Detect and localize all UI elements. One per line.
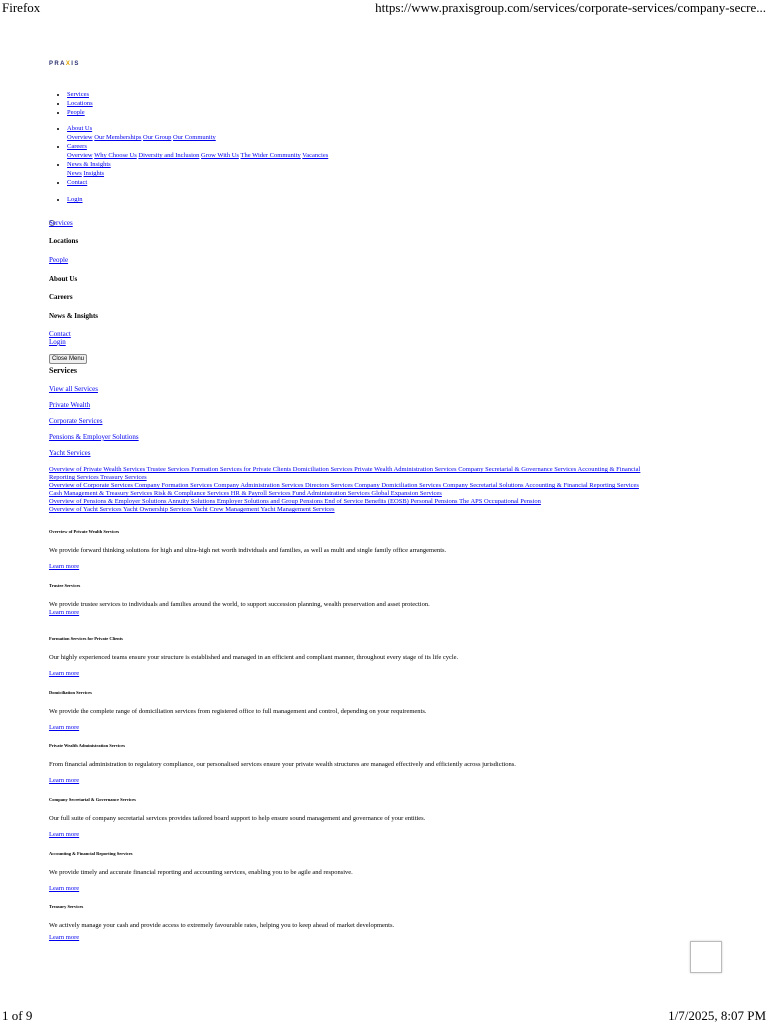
yacht-sublinks[interactable]: Overview of Yacht Services Yacht Ownership Services Yacht Crew Management Yacht Management Services — [49, 506, 335, 513]
service-card — [49, 583, 729, 637]
learn-more-link[interactable]: Learn more — [49, 608, 80, 616]
yacht-services-wrap — [49, 449, 90, 458]
browser-app-name: Firefox — [2, 0, 41, 15]
careers-community-link[interactable]: The Wider Community — [240, 152, 301, 159]
logo-text-3: IS — [71, 61, 80, 67]
news-link[interactable]: News — [67, 170, 82, 177]
service-card — [49, 690, 729, 744]
learn-more-link[interactable]: Learn more — [49, 777, 80, 785]
mobile-people-link-wrap — [49, 256, 68, 265]
learn-more-link[interactable]: Learn more — [49, 563, 80, 570]
services-link-block — [49, 466, 719, 514]
mobile-services-link-wrap — [49, 219, 73, 228]
card-title: Overview of Private Wealth Services — [49, 529, 120, 534]
learn-more-link[interactable]: Learn more — [49, 670, 80, 678]
pensions-sublinks[interactable]: Overview of Pensions & Employer Solutions Annuity Solutions Employer Solutions and Group Pensions End of Service Benefits (EOSB) Personal Pensions The APS Occupational Pension — [49, 498, 541, 505]
login-nav — [49, 195, 83, 204]
mobile-login-link[interactable]: Login — [49, 338, 66, 346]
primary-nav — [49, 90, 93, 117]
floating-widget[interactable] — [690, 941, 722, 973]
nav-login[interactable]: Login — [67, 196, 83, 203]
view-all-services-link[interactable]: View all Services — [49, 385, 98, 393]
private-wealth-link[interactable]: Private Wealth — [49, 401, 91, 409]
about-submenu — [49, 133, 328, 142]
careers-why-link[interactable]: Why Choose Us — [94, 152, 137, 159]
yacht-services-link[interactable]: Yacht Services — [49, 449, 91, 457]
careers-overview-link[interactable]: Overview — [67, 152, 93, 159]
card-description: From financial administration to regulatory compliance, our personalised services ensure your private wealth structures are managed effectively and efficiently across jurisdictions. — [49, 761, 516, 769]
card-title: Company Secretarial & Governance Services — [49, 796, 136, 802]
card-title: Treasury Services — [49, 904, 84, 910]
learn-more-link[interactable]: Learn more — [49, 723, 80, 731]
mobile-about-label[interactable]: About Us — [49, 275, 78, 283]
nav-careers[interactable]: Careers — [67, 143, 87, 150]
print-timestamp: 1/7/2025, 8:07 PM — [668, 1008, 766, 1023]
logo-text-2: X — [65, 61, 72, 67]
card-title: Domiciliation Services — [49, 689, 92, 695]
corporate-sublinks[interactable]: Overview of Corporate Services Company Formation Services Company Administration Services Directors Services Company Domiciliation Services Company Secretarial Solutions Accounting & Financial Reporting Services — [49, 482, 639, 489]
nav-news-insights[interactable]: News & Insights — [67, 161, 111, 168]
mobile-locations-label[interactable]: Locations — [49, 237, 79, 245]
nav-about-us[interactable]: About Us — [67, 125, 93, 132]
logo-text-1: PRA — [49, 61, 66, 67]
pensions-employer-link[interactable]: Pensions & Employer Solutions — [49, 433, 139, 441]
card-description: We provide the complete range of domiciliation services from registered office to full management and control, depending on your requirements. — [49, 707, 427, 715]
mobile-news-label[interactable]: News & Insights — [49, 312, 99, 320]
about-memberships-link[interactable]: Our Memberships — [94, 134, 142, 141]
mobile-contact-login — [49, 330, 71, 346]
nav-services[interactable]: Services — [67, 91, 90, 98]
close-menu-button[interactable]: Close Menu — [49, 354, 87, 364]
mobile-services-link[interactable]: Services — [49, 219, 73, 227]
card-title: Formation Services for Private Clients — [49, 636, 123, 642]
insights-link[interactable]: Insights — [83, 170, 105, 177]
nav-locations[interactable]: Locations — [67, 100, 93, 107]
learn-more-link[interactable]: Learn more — [49, 830, 80, 838]
learn-more-link[interactable]: Learn more — [49, 884, 80, 892]
pensions-wrap — [49, 433, 139, 442]
careers-diversity-link[interactable]: Diversity and Inclusion — [138, 152, 200, 159]
service-card — [49, 904, 729, 958]
card-description: Our highly experienced teams ensure your structure is established and managed in an efficient and compliant manner, throughout every stage of its life cycle. — [49, 654, 459, 662]
page-count: 1 of 9 — [2, 1008, 33, 1023]
corporate-services-link[interactable]: Corporate Services — [49, 417, 103, 425]
news-submenu — [49, 169, 328, 178]
about-overview-link[interactable]: Overview — [67, 134, 93, 141]
about-group-link[interactable]: Our Group — [143, 134, 172, 141]
service-card — [49, 636, 729, 690]
service-card — [49, 851, 729, 905]
mobile-people-link[interactable]: People — [49, 256, 69, 264]
secondary-nav — [49, 124, 328, 187]
service-card — [49, 743, 729, 797]
nav-contact[interactable]: Contact — [67, 179, 88, 186]
card-description: We provide trustee services to individuals and families around the world, to support succession planning, wealth preservation and asset protection. — [49, 600, 430, 608]
private-wealth-sublinks[interactable]: Overview of Private Wealth Services Trustee Services Formation Services for Private Clients Domiciliation Services Private Wealth Administration Services Company Secretarial & Governance Services Accounting & Financial — [49, 466, 641, 473]
praxis-logo[interactable] — [49, 61, 80, 67]
card-description: Our full suite of company secretarial services provides tailored board support to help ensure sound management and governance of your entities. — [49, 814, 426, 822]
card-list — [49, 529, 729, 958]
view-all-services-wrap — [49, 385, 98, 394]
learn-more-link[interactable]: Learn more — [49, 934, 80, 942]
card-title: Trustee Services — [49, 582, 81, 588]
close-menu-button-wrap — [49, 347, 87, 365]
service-card — [49, 797, 729, 851]
private-wealth-sublinks-cont[interactable]: Reporting Services Treasury Services — [49, 474, 147, 481]
about-community-link[interactable]: Our Community — [172, 134, 216, 141]
card-description: We actively manage your cash and provide access to extremely favourable rates, helping you to keep ahead of market developments. — [49, 922, 395, 930]
careers-submenu — [49, 151, 328, 160]
careers-vacancies-link[interactable]: Vacancies — [302, 152, 329, 159]
corporate-services-wrap — [49, 417, 102, 426]
card-description: We provide forward thinking solutions for high and ultra-high net worth individuals and families, as well as multi and single family office arrangements. — [49, 547, 447, 554]
private-wealth-wrap — [49, 401, 90, 410]
corporate-sublinks-cont[interactable]: Cash Management & Treasury Services Risk & Compliance Services HR & Payroll Services Fund Administration Services Global Expansion Services — [49, 490, 442, 497]
page-url: https://www.praxisgroup.com/services/corporate-services/company-secre... — [375, 0, 766, 15]
nav-people[interactable]: People — [67, 109, 85, 116]
card-title: Private Wealth Administration Services — [49, 743, 126, 749]
card-title: Accounting & Financial Reporting Services — [49, 850, 133, 856]
careers-grow-link[interactable]: Grow With Us — [201, 152, 239, 159]
service-card — [49, 529, 729, 583]
mobile-contact-link[interactable]: Contact — [49, 330, 71, 338]
services-heading: Services — [49, 366, 77, 375]
card-description: We provide timely and accurate financial reporting and accounting services, enabling you to be agile and responsive. — [49, 868, 353, 876]
mobile-careers-label[interactable]: Careers — [49, 293, 73, 301]
